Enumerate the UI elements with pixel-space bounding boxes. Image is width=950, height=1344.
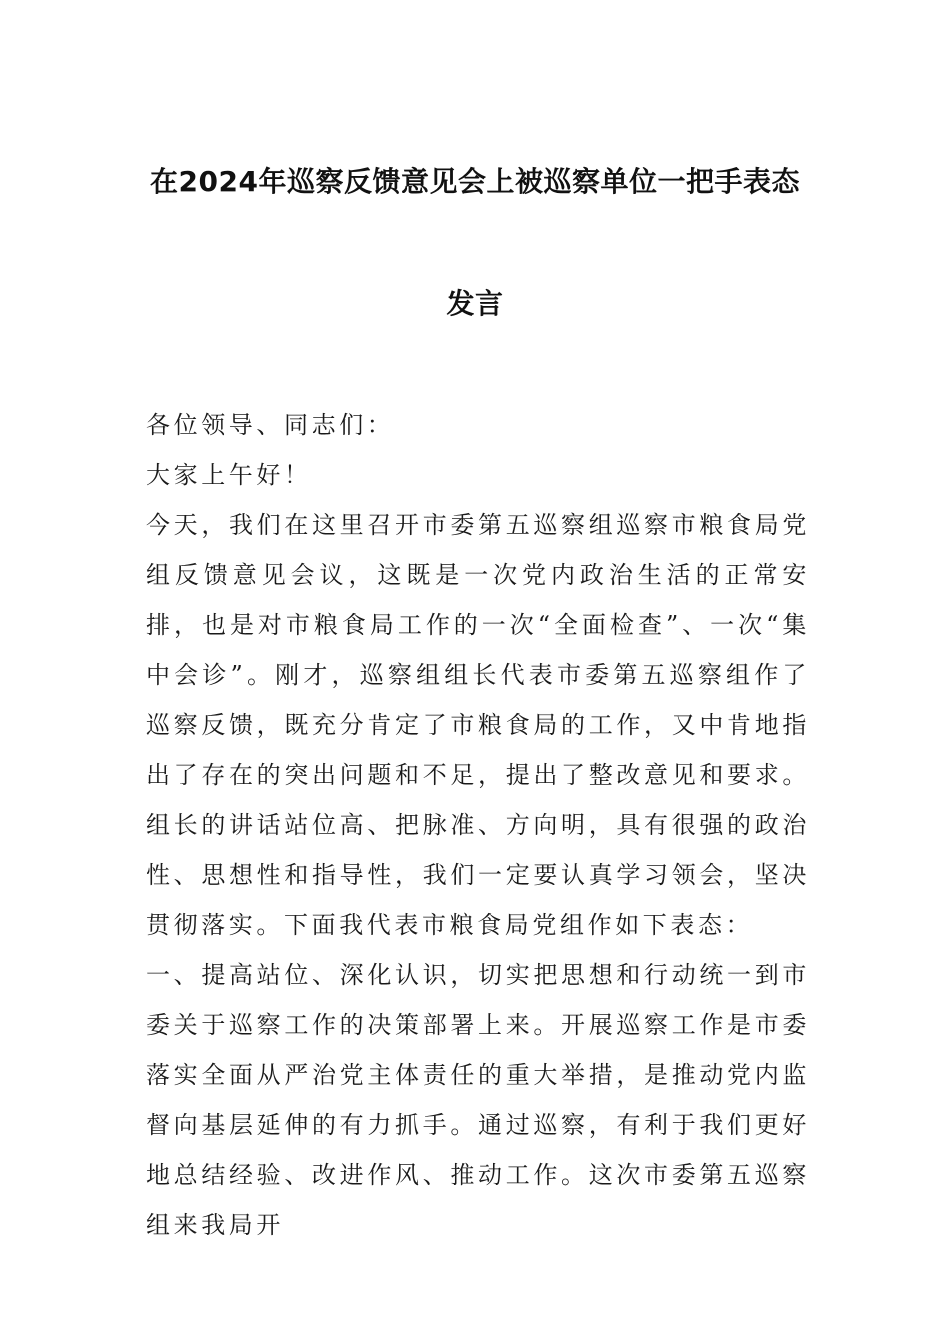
salutation: 各位领导、同志们： xyxy=(146,411,395,439)
document-title-line-1: 在2024年巡察反馈意见会上被巡察单位一把手表态 xyxy=(150,165,800,198)
greeting: 大家上午好！ xyxy=(146,461,312,489)
document-body xyxy=(146,400,810,1250)
body-paragraph: 今天，我们在这里召开市委第五巡察组巡察市粮食局党组反馈意见会议，这既是一次党内政治生活的正常安排，也是对市粮食局工作的一次“全面检查”、一次“集中会诊”。刚才，巡察组组长代表市委第五巡察组作了巡察反馈，既充分肯定了市粮食局的工作，又中肯地指出了存在的突出问题和不足，提出了整改意见和要求。组长的讲话站位高、把脉准、方向明，具有很强的政治性、思想性和指导性，我们一定要认真学习领会，坚决贯彻落实。下面我代表市粮食局党组作如下表态： xyxy=(146,511,810,939)
document-title-line-2: 发言 xyxy=(446,287,504,320)
body-paragraph: 一、提高站位、深化认识，切实把思想和行动统一到市委关于巡察工作的决策部署上来。开展巡察工作是市委落实全面从严治党主体责任的重大举措，是推动党内监督向基层延伸的有力抓手。通过巡察，有利于我们更好地总结经验、改进作风、推动工作。这次市委第五巡察组来我局开 xyxy=(146,961,810,1239)
